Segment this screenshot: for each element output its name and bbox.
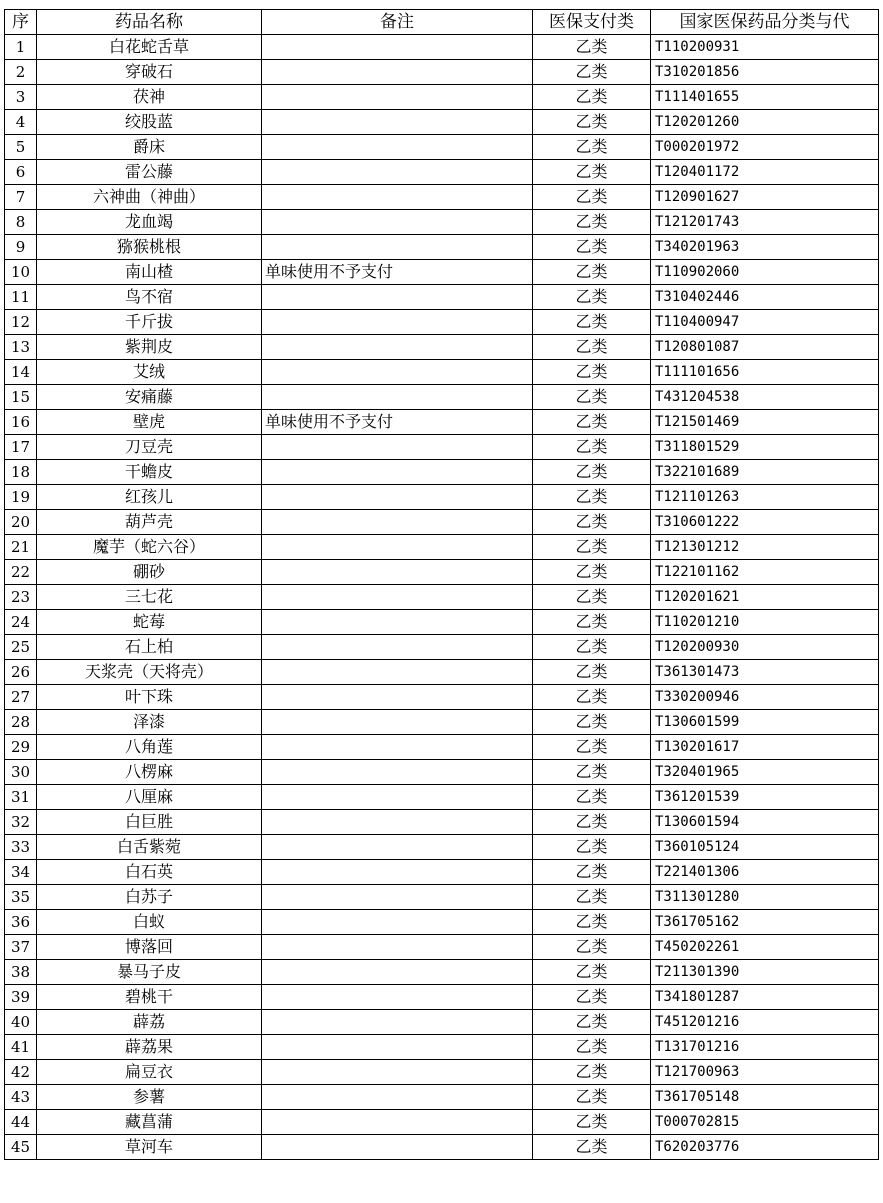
payment-class-cell[interactable]: 乙类 — [533, 510, 651, 535]
classification-code-cell[interactable]: T121501469 — [651, 410, 879, 435]
table-row — [5, 1010, 879, 1035]
table-row — [5, 210, 879, 235]
table-row — [5, 1135, 879, 1160]
table-row — [5, 610, 879, 635]
payment-class-cell[interactable]: 乙类 — [533, 960, 651, 985]
payment-class-cell[interactable]: 乙类 — [533, 435, 651, 460]
table-row — [5, 335, 879, 360]
drug-name-cell[interactable]: 安痛藤 — [37, 385, 262, 410]
note-cell[interactable] — [262, 735, 533, 760]
seq-cell[interactable]: 32 — [5, 810, 37, 835]
classification-code-cell[interactable]: T360105124 — [651, 835, 879, 860]
seq-cell[interactable]: 33 — [5, 835, 37, 860]
table-row — [5, 435, 879, 460]
seq-cell[interactable]: 34 — [5, 860, 37, 885]
payment-class-cell[interactable]: 乙类 — [533, 310, 651, 335]
note-cell[interactable] — [262, 485, 533, 510]
note-cell[interactable] — [262, 910, 533, 935]
payment-class-cell[interactable]: 乙类 — [533, 560, 651, 585]
table-row — [5, 310, 879, 335]
payment-class-cell[interactable]: 乙类 — [533, 785, 651, 810]
seq-cell[interactable]: 1 — [5, 35, 37, 60]
note-cell[interactable] — [262, 1035, 533, 1060]
seq-cell[interactable]: 10 — [5, 260, 37, 285]
classification-code-cell[interactable]: T110201210 — [651, 610, 879, 635]
seq-cell[interactable]: 39 — [5, 985, 37, 1010]
classification-code-cell[interactable]: T000702815 — [651, 1110, 879, 1135]
payment-class-cell[interactable]: 乙类 — [533, 760, 651, 785]
classification-code-cell[interactable]: T121101263 — [651, 485, 879, 510]
table-row — [5, 1060, 879, 1085]
classification-code-cell[interactable]: T361705162 — [651, 910, 879, 935]
seq-cell[interactable]: 12 — [5, 310, 37, 335]
drug-name-cell[interactable]: 白舌紫菀 — [37, 835, 262, 860]
payment-class-cell[interactable]: 乙类 — [533, 535, 651, 560]
payment-class-cell[interactable]: 乙类 — [533, 1085, 651, 1110]
table-row — [5, 735, 879, 760]
drug-name-cell[interactable]: 红孩儿 — [37, 485, 262, 510]
payment-class-cell[interactable]: 乙类 — [533, 910, 651, 935]
classification-code-cell[interactable]: T131701216 — [651, 1035, 879, 1060]
classification-code-cell[interactable]: T110400947 — [651, 310, 879, 335]
table-row — [5, 485, 879, 510]
classification-code-cell[interactable]: T120901627 — [651, 185, 879, 210]
classification-code-cell[interactable]: T361201539 — [651, 785, 879, 810]
drug-name-cell[interactable]: 爵床 — [37, 135, 262, 160]
table-row — [5, 410, 879, 435]
seq-cell[interactable]: 35 — [5, 885, 37, 910]
drug-name-cell[interactable]: 石上柏 — [37, 635, 262, 660]
drug-name-cell[interactable]: 藏菖蒲 — [37, 1110, 262, 1135]
classification-code-cell[interactable]: T111101656 — [651, 360, 879, 385]
classification-code-cell[interactable]: T120801087 — [651, 335, 879, 360]
drug-name-cell[interactable]: 草河车 — [37, 1135, 262, 1160]
table-row — [5, 535, 879, 560]
seq-cell[interactable]: 15 — [5, 385, 37, 410]
drug-name-cell[interactable]: 刀豆壳 — [37, 435, 262, 460]
classification-code-cell[interactable]: T310201856 — [651, 60, 879, 85]
drug-name-cell[interactable]: 薜荔 — [37, 1010, 262, 1035]
note-cell[interactable] — [262, 160, 533, 185]
drug-name-cell[interactable]: 扁豆衣 — [37, 1060, 262, 1085]
seq-cell[interactable]: 43 — [5, 1085, 37, 1110]
seq-cell[interactable]: 31 — [5, 785, 37, 810]
drug-name-cell[interactable]: 三七花 — [37, 585, 262, 610]
payment-class-cell[interactable]: 乙类 — [533, 810, 651, 835]
note-cell[interactable] — [262, 385, 533, 410]
note-cell[interactable] — [262, 235, 533, 260]
seq-cell[interactable]: 28 — [5, 710, 37, 735]
classification-code-cell[interactable]: T121201743 — [651, 210, 879, 235]
payment-class-cell[interactable]: 乙类 — [533, 485, 651, 510]
header-classification-code[interactable]: 国家医保药品分类与代 — [651, 10, 879, 35]
payment-class-cell[interactable]: 乙类 — [533, 460, 651, 485]
classification-code-cell[interactable]: T130201617 — [651, 735, 879, 760]
payment-class-cell[interactable]: 乙类 — [533, 735, 651, 760]
payment-class-cell[interactable]: 乙类 — [533, 1110, 651, 1135]
drug-name-cell[interactable]: 叶下珠 — [37, 685, 262, 710]
note-cell[interactable] — [262, 710, 533, 735]
seq-cell[interactable]: 44 — [5, 1110, 37, 1135]
drug-name-cell[interactable]: 八厘麻 — [37, 785, 262, 810]
note-cell[interactable] — [262, 1135, 533, 1160]
payment-class-cell[interactable]: 乙类 — [533, 610, 651, 635]
classification-code-cell[interactable]: T341801287 — [651, 985, 879, 1010]
drug-name-cell[interactable]: 壁虎 — [37, 410, 262, 435]
payment-class-cell[interactable]: 乙类 — [533, 110, 651, 135]
seq-cell[interactable]: 30 — [5, 760, 37, 785]
payment-class-cell[interactable]: 乙类 — [533, 85, 651, 110]
note-cell[interactable] — [262, 1060, 533, 1085]
payment-class-cell[interactable]: 乙类 — [533, 1010, 651, 1035]
payment-class-cell[interactable]: 乙类 — [533, 135, 651, 160]
note-cell[interactable] — [262, 335, 533, 360]
payment-class-cell[interactable]: 乙类 — [533, 860, 651, 885]
drug-name-cell[interactable]: 白花蛇舌草 — [37, 35, 262, 60]
note-cell[interactable] — [262, 110, 533, 135]
payment-class-cell[interactable]: 乙类 — [533, 410, 651, 435]
note-cell[interactable] — [262, 685, 533, 710]
drug-name-cell[interactable]: 南山楂 — [37, 260, 262, 285]
classification-code-cell[interactable]: T620203776 — [651, 1135, 879, 1160]
note-cell[interactable] — [262, 835, 533, 860]
note-cell[interactable] — [262, 660, 533, 685]
payment-class-cell[interactable]: 乙类 — [533, 1135, 651, 1160]
note-cell[interactable] — [262, 310, 533, 335]
note-cell[interactable] — [262, 535, 533, 560]
seq-cell[interactable]: 24 — [5, 610, 37, 635]
table-row — [5, 385, 879, 410]
table-row — [5, 885, 879, 910]
note-cell[interactable] — [262, 285, 533, 310]
drug-name-cell[interactable]: 鸟不宿 — [37, 285, 262, 310]
seq-cell[interactable]: 13 — [5, 335, 37, 360]
note-cell[interactable] — [262, 85, 533, 110]
classification-code-cell[interactable]: T451201216 — [651, 1010, 879, 1035]
drug-name-cell[interactable]: 千斤拔 — [37, 310, 262, 335]
note-cell[interactable] — [262, 1110, 533, 1135]
note-cell[interactable] — [262, 610, 533, 635]
classification-code-cell[interactable]: T450202261 — [651, 935, 879, 960]
payment-class-cell[interactable]: 乙类 — [533, 685, 651, 710]
classification-code-cell[interactable]: T121700963 — [651, 1060, 879, 1085]
drug-name-cell[interactable]: 龙血竭 — [37, 210, 262, 235]
drug-name-cell[interactable]: 魔芋（蛇六谷） — [37, 535, 262, 560]
payment-class-cell[interactable]: 乙类 — [533, 360, 651, 385]
drug-name-cell[interactable]: 紫荆皮 — [37, 335, 262, 360]
classification-code-cell[interactable]: T322101689 — [651, 460, 879, 485]
header-payment-class[interactable]: 医保支付类 — [533, 10, 651, 35]
table-row — [5, 985, 879, 1010]
table-row — [5, 910, 879, 935]
drug-name-cell[interactable]: 八楞麻 — [37, 760, 262, 785]
table-row — [5, 785, 879, 810]
drug-name-cell[interactable]: 蛇莓 — [37, 610, 262, 635]
table-row — [5, 360, 879, 385]
classification-code-cell[interactable]: T111401655 — [651, 85, 879, 110]
classification-code-cell[interactable]: T311801529 — [651, 435, 879, 460]
note-cell[interactable] — [262, 210, 533, 235]
table-row — [5, 710, 879, 735]
seq-cell[interactable]: 11 — [5, 285, 37, 310]
payment-class-cell[interactable]: 乙类 — [533, 585, 651, 610]
classification-code-cell[interactable]: T130601599 — [651, 710, 879, 735]
payment-class-cell[interactable]: 乙类 — [533, 1035, 651, 1060]
seq-cell[interactable]: 20 — [5, 510, 37, 535]
drug-name-cell[interactable]: 天浆壳（天将壳） — [37, 660, 262, 685]
table-row — [5, 160, 879, 185]
table-row — [5, 85, 879, 110]
note-cell[interactable] — [262, 35, 533, 60]
note-cell[interactable]: 单味使用不予支付 — [262, 260, 533, 285]
seq-cell[interactable]: 25 — [5, 635, 37, 660]
table-row — [5, 460, 879, 485]
note-cell[interactable] — [262, 460, 533, 485]
table-row — [5, 1085, 879, 1110]
header-seq[interactable]: 序 — [5, 10, 37, 35]
payment-class-cell[interactable]: 乙类 — [533, 1060, 651, 1085]
drug-table — [4, 9, 879, 1160]
note-cell[interactable] — [262, 860, 533, 885]
table-row — [5, 960, 879, 985]
drug-name-cell[interactable]: 博落回 — [37, 935, 262, 960]
classification-code-cell[interactable]: T110200931 — [651, 35, 879, 60]
note-cell[interactable] — [262, 960, 533, 985]
note-cell[interactable] — [262, 635, 533, 660]
classification-code-cell[interactable]: T311301280 — [651, 885, 879, 910]
classification-code-cell[interactable]: T122101162 — [651, 560, 879, 585]
drug-name-cell[interactable]: 六神曲（神曲） — [37, 185, 262, 210]
drug-name-cell[interactable]: 白巨胜 — [37, 810, 262, 835]
seq-cell[interactable]: 27 — [5, 685, 37, 710]
classification-code-cell[interactable]: T120201260 — [651, 110, 879, 135]
classification-code-cell[interactable]: T110902060 — [651, 260, 879, 285]
seq-cell[interactable]: 38 — [5, 960, 37, 985]
payment-class-cell[interactable]: 乙类 — [533, 260, 651, 285]
drug-name-cell[interactable]: 葫芦壳 — [37, 510, 262, 535]
seq-cell[interactable]: 9 — [5, 235, 37, 260]
header-note[interactable]: 备注 — [262, 10, 533, 35]
classification-code-cell[interactable]: T211301390 — [651, 960, 879, 985]
classification-code-cell[interactable]: T120200930 — [651, 635, 879, 660]
payment-class-cell[interactable]: 乙类 — [533, 935, 651, 960]
note-cell[interactable] — [262, 985, 533, 1010]
payment-class-cell[interactable]: 乙类 — [533, 160, 651, 185]
note-cell[interactable] — [262, 1010, 533, 1035]
payment-class-cell[interactable]: 乙类 — [533, 60, 651, 85]
payment-class-cell[interactable]: 乙类 — [533, 635, 651, 660]
payment-class-cell[interactable]: 乙类 — [533, 35, 651, 60]
classification-code-cell[interactable]: T361301473 — [651, 660, 879, 685]
classification-code-cell[interactable]: T120201621 — [651, 585, 879, 610]
classification-code-cell[interactable]: T121301212 — [651, 535, 879, 560]
table-row — [5, 110, 879, 135]
payment-class-cell[interactable]: 乙类 — [533, 335, 651, 360]
drug-name-cell[interactable]: 白蚁 — [37, 910, 262, 935]
classification-code-cell[interactable]: T221401306 — [651, 860, 879, 885]
classification-code-cell[interactable]: T310601222 — [651, 510, 879, 535]
note-cell[interactable] — [262, 560, 533, 585]
drug-name-cell[interactable]: 暴马子皮 — [37, 960, 262, 985]
seq-cell[interactable]: 4 — [5, 110, 37, 135]
note-cell[interactable] — [262, 885, 533, 910]
classification-code-cell[interactable]: T340201963 — [651, 235, 879, 260]
classification-code-cell[interactable]: T120401172 — [651, 160, 879, 185]
note-cell[interactable] — [262, 135, 533, 160]
header-drug-name[interactable]: 药品名称 — [37, 10, 262, 35]
note-cell[interactable] — [262, 810, 533, 835]
drug-name-cell[interactable]: 猕猴桃根 — [37, 235, 262, 260]
note-cell[interactable] — [262, 510, 533, 535]
table-row — [5, 585, 879, 610]
seq-cell[interactable]: 36 — [5, 910, 37, 935]
seq-cell[interactable]: 2 — [5, 60, 37, 85]
seq-cell[interactable]: 41 — [5, 1035, 37, 1060]
seq-cell[interactable]: 23 — [5, 585, 37, 610]
drug-name-cell[interactable]: 硼砂 — [37, 560, 262, 585]
seq-cell[interactable]: 26 — [5, 660, 37, 685]
payment-class-cell[interactable]: 乙类 — [533, 385, 651, 410]
seq-cell[interactable]: 16 — [5, 410, 37, 435]
table-row — [5, 185, 879, 210]
note-cell[interactable]: 单味使用不予支付 — [262, 410, 533, 435]
table-row — [5, 285, 879, 310]
payment-class-cell[interactable]: 乙类 — [533, 210, 651, 235]
drug-name-cell[interactable]: 碧桃干 — [37, 985, 262, 1010]
table-row — [5, 810, 879, 835]
seq-cell[interactable]: 6 — [5, 160, 37, 185]
classification-code-cell[interactable]: T431204538 — [651, 385, 879, 410]
drug-name-cell[interactable]: 绞股蓝 — [37, 110, 262, 135]
payment-class-cell[interactable]: 乙类 — [533, 285, 651, 310]
table-body — [5, 35, 879, 1160]
seq-cell[interactable]: 45 — [5, 1135, 37, 1160]
drug-name-cell[interactable]: 八角莲 — [37, 735, 262, 760]
seq-cell[interactable]: 8 — [5, 210, 37, 235]
table-row — [5, 685, 879, 710]
note-cell[interactable] — [262, 760, 533, 785]
classification-code-cell[interactable]: T310402446 — [651, 285, 879, 310]
table-row — [5, 60, 879, 85]
table-row — [5, 760, 879, 785]
note-cell[interactable] — [262, 185, 533, 210]
drug-name-cell[interactable]: 参薯 — [37, 1085, 262, 1110]
classification-code-cell[interactable]: T320401965 — [651, 760, 879, 785]
seq-cell[interactable]: 3 — [5, 85, 37, 110]
drug-name-cell[interactable]: 泽漆 — [37, 710, 262, 735]
payment-class-cell[interactable]: 乙类 — [533, 985, 651, 1010]
note-cell[interactable] — [262, 935, 533, 960]
table-row — [5, 260, 879, 285]
table-row — [5, 1110, 879, 1135]
seq-cell[interactable]: 14 — [5, 360, 37, 385]
seq-cell[interactable]: 5 — [5, 135, 37, 160]
header-row — [5, 10, 879, 35]
table-row — [5, 35, 879, 60]
table-row — [5, 635, 879, 660]
drug-name-cell[interactable]: 雷公藤 — [37, 160, 262, 185]
seq-cell[interactable]: 18 — [5, 460, 37, 485]
table-row — [5, 560, 879, 585]
table-row — [5, 235, 879, 260]
drug-name-cell[interactable]: 薜荔果 — [37, 1035, 262, 1060]
seq-cell[interactable]: 17 — [5, 435, 37, 460]
classification-code-cell[interactable]: T000201972 — [651, 135, 879, 160]
note-cell[interactable] — [262, 585, 533, 610]
payment-class-cell[interactable]: 乙类 — [533, 885, 651, 910]
table-row — [5, 1035, 879, 1060]
payment-class-cell[interactable]: 乙类 — [533, 185, 651, 210]
drug-name-cell[interactable]: 白石英 — [37, 860, 262, 885]
note-cell[interactable] — [262, 360, 533, 385]
drug-name-cell[interactable]: 干蟾皮 — [37, 460, 262, 485]
payment-class-cell[interactable]: 乙类 — [533, 835, 651, 860]
note-cell[interactable] — [262, 60, 533, 85]
classification-code-cell[interactable]: T130601594 — [651, 810, 879, 835]
note-cell[interactable] — [262, 435, 533, 460]
payment-class-cell[interactable]: 乙类 — [533, 235, 651, 260]
seq-cell[interactable]: 22 — [5, 560, 37, 585]
table-row — [5, 660, 879, 685]
note-cell[interactable] — [262, 785, 533, 810]
seq-cell[interactable]: 37 — [5, 935, 37, 960]
seq-cell[interactable]: 7 — [5, 185, 37, 210]
classification-code-cell[interactable]: T330200946 — [651, 685, 879, 710]
table-row — [5, 135, 879, 160]
drug-name-cell[interactable]: 白苏子 — [37, 885, 262, 910]
seq-cell[interactable]: 40 — [5, 1010, 37, 1035]
drug-name-cell[interactable]: 茯神 — [37, 85, 262, 110]
payment-class-cell[interactable]: 乙类 — [533, 660, 651, 685]
seq-cell[interactable]: 19 — [5, 485, 37, 510]
seq-cell[interactable]: 29 — [5, 735, 37, 760]
payment-class-cell[interactable]: 乙类 — [533, 710, 651, 735]
drug-name-cell[interactable]: 艾绒 — [37, 360, 262, 385]
table-row — [5, 860, 879, 885]
table-row — [5, 510, 879, 535]
classification-code-cell[interactable]: T361705148 — [651, 1085, 879, 1110]
table-row — [5, 835, 879, 860]
note-cell[interactable] — [262, 1085, 533, 1110]
seq-cell[interactable]: 42 — [5, 1060, 37, 1085]
drug-name-cell[interactable]: 穿破石 — [37, 60, 262, 85]
seq-cell[interactable]: 21 — [5, 535, 37, 560]
table-row — [5, 935, 879, 960]
